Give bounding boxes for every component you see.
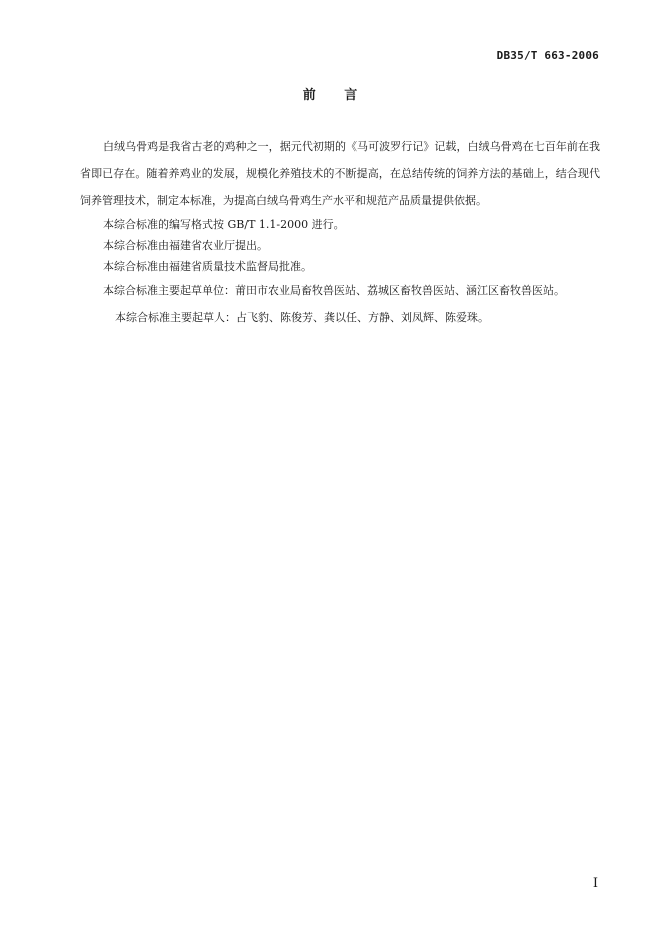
page-number: I	[592, 876, 598, 891]
foreword-body	[80, 133, 600, 328]
drafters-paragraph: 本综合标准主要起草人：占飞豹、陈俊芳、龚以任、方静、刘凤辉、陈爱珠。	[115, 311, 489, 324]
proposed-by-paragraph: 本综合标准由福建省农业厅提出。	[103, 239, 268, 252]
page-title: 前 言	[302, 88, 360, 103]
format-paragraph: 本综合标准的编写格式按 GB/T 1.1-2000 进行。	[103, 218, 345, 231]
document-code: DB35/T 663-2006	[496, 49, 599, 62]
intro-paragraph: 白绒乌骨鸡是我省古老的鸡种之一，据元代初期的《马可波罗行记》记载，白绒乌骨鸡在七百年前在我省即已存在。随着养鸡业的发展，规模化养殖技术的不断提高，在总结传统的饲养方法的基础上，结合现代饲养管理技术，制定本标准，为提高白绒乌骨鸡生产水平和规范产品质量提供依据。	[80, 140, 600, 207]
drafting-units-paragraph: 本综合标准主要起草单位：莆田市农业局畜牧兽医站、荔城区畜牧兽医站、涵江区畜牧兽医站。	[103, 284, 565, 297]
approved-by-paragraph: 本综合标准由福建省质量技术监督局批准。	[103, 260, 312, 273]
